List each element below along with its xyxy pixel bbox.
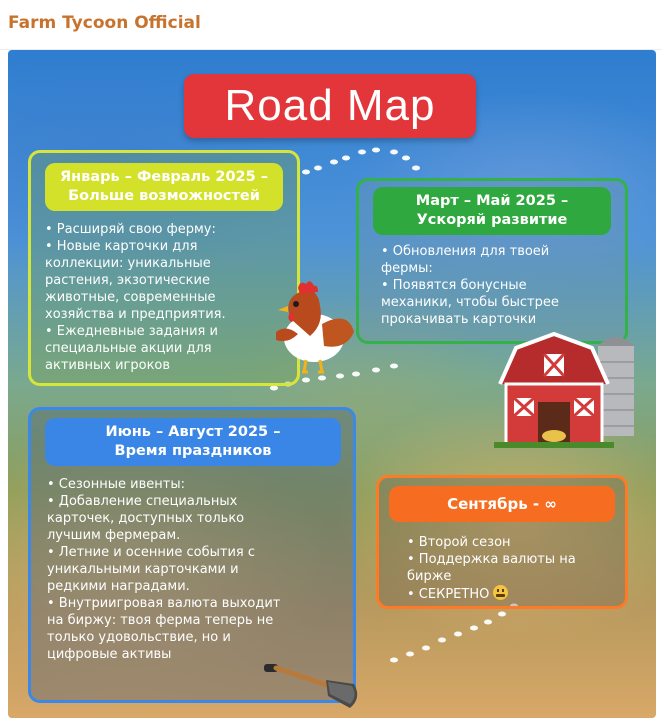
body-line: лучшим фермерам. bbox=[47, 528, 181, 543]
card-body bbox=[381, 243, 621, 328]
body-line: специальные акции для bbox=[45, 341, 212, 356]
body-line: редкими наградами. bbox=[47, 579, 190, 594]
roadmap-poster[interactable] bbox=[8, 50, 656, 718]
heading-line: Ускоряй развитие bbox=[416, 212, 568, 228]
body-line: • Обновления для твоей bbox=[381, 244, 550, 259]
heading-line: Больше возможностей bbox=[68, 188, 260, 204]
body-line: животные, современные bbox=[45, 290, 216, 305]
heading-line: Сентябрь - ∞ bbox=[447, 494, 557, 513]
body-line: • Летние и осенние события с bbox=[47, 545, 255, 560]
body-line: • Второй сезон bbox=[407, 535, 511, 550]
body-line: • Добавление специальных bbox=[47, 494, 238, 509]
body-line: бирже bbox=[407, 569, 452, 584]
heading-line: Январь – Февраль 2025 – bbox=[59, 169, 269, 185]
body-line: • Внутриигровая валюта выходит bbox=[47, 596, 281, 611]
grimace-emoji-icon bbox=[493, 585, 508, 600]
body-line: только удовольствие, но и bbox=[47, 630, 231, 645]
card-heading bbox=[45, 163, 283, 211]
footprints-icon bbox=[298, 142, 428, 182]
card-body bbox=[407, 534, 627, 603]
body-line: фермы: bbox=[381, 261, 433, 276]
card-heading bbox=[373, 187, 611, 235]
heading-line: Июнь – Август 2025 – bbox=[105, 424, 281, 440]
body-line: • Сезонные ивенты: bbox=[47, 477, 185, 492]
card-heading bbox=[389, 486, 615, 522]
body-line: • Новые карточки для bbox=[45, 239, 198, 254]
body-line: карточек, доступных только bbox=[47, 511, 245, 526]
body-line: цифровые активы bbox=[47, 647, 172, 662]
barn-icon bbox=[492, 332, 616, 448]
shovel-icon bbox=[264, 654, 364, 712]
title-badge bbox=[184, 74, 476, 138]
body-line: активных игроков bbox=[45, 358, 171, 373]
body-line: • Расширяй свою ферму: bbox=[45, 222, 216, 237]
body-line: • Появятся бонусные bbox=[381, 278, 527, 293]
body-line: хозяйства и предприятия. bbox=[45, 307, 226, 322]
body-line: прокачивать карточки bbox=[381, 312, 537, 327]
channel-header bbox=[0, 0, 662, 50]
chicken-icon bbox=[262, 280, 362, 376]
body-line: • Поддержка валюты на bbox=[407, 552, 576, 567]
roadmap-card-september bbox=[376, 475, 628, 609]
roadmap-card-jan-feb bbox=[28, 150, 300, 386]
heading-line: Март – Май 2025 – bbox=[415, 193, 569, 209]
body-line: • Ежедневные задания и bbox=[45, 324, 218, 339]
card-heading bbox=[45, 418, 341, 466]
body-line: на биржу: твоя ферма теперь не bbox=[47, 613, 274, 628]
body-line bbox=[407, 585, 627, 603]
card-body bbox=[45, 221, 295, 374]
poster-title: Road Map bbox=[224, 81, 436, 130]
body-line: механики, чтобы быстрее bbox=[381, 295, 559, 310]
roadmap-card-mar-may bbox=[356, 178, 628, 344]
heading-line: Время праздников bbox=[114, 443, 272, 459]
secret-label: • СЕКРЕТНО bbox=[407, 587, 490, 602]
body-line: растения, экзотические bbox=[45, 273, 210, 288]
channel-name[interactable]: Farm Tycoon Official bbox=[8, 13, 201, 33]
body-line: уникальными карточками и bbox=[47, 562, 239, 577]
card-body bbox=[47, 476, 347, 663]
body-line: коллекции: уникальные bbox=[45, 256, 211, 271]
